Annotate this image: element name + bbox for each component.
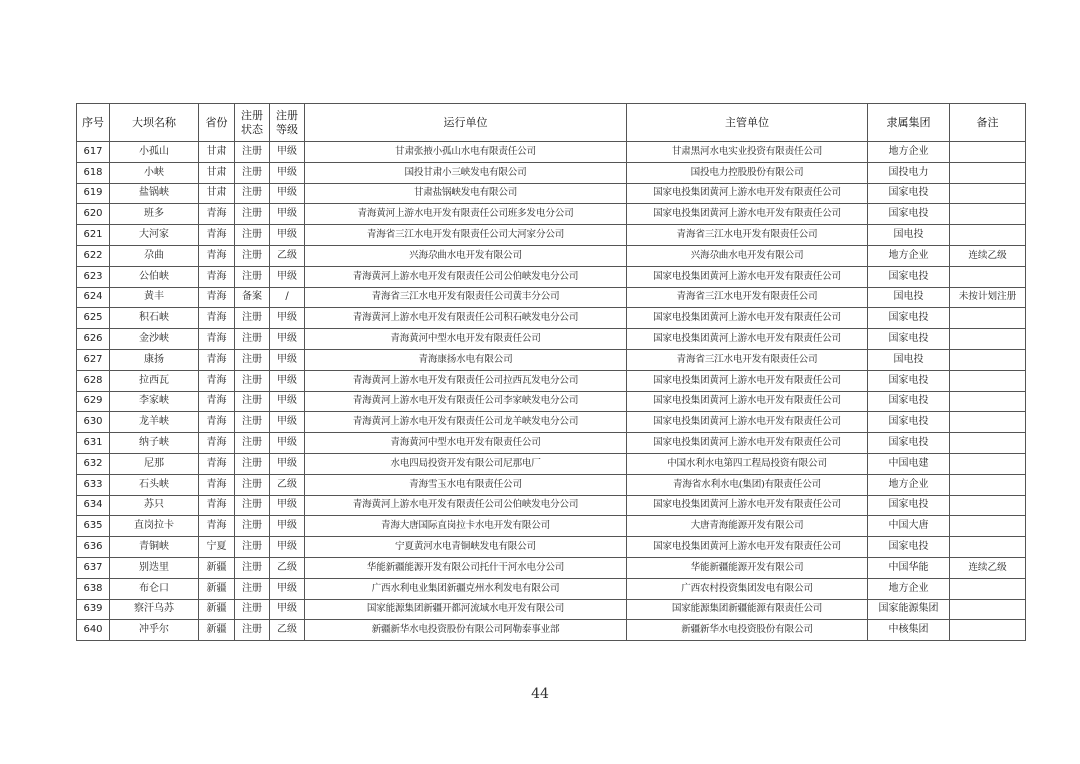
cell-province: 新疆 — [199, 599, 235, 620]
table-row — [77, 142, 1026, 163]
table-row — [77, 266, 1026, 287]
cell-dam-name: 龙羊峡 — [110, 412, 199, 433]
cell-note — [950, 391, 1026, 412]
cell-note — [950, 620, 1026, 641]
cell-group: 国家电投 — [868, 266, 950, 287]
cell-province: 青海 — [199, 204, 235, 225]
cell-manager: 国家电投集团黄河上游水电开发有限责任公司 — [627, 204, 868, 225]
cell-dam-name: 公伯峡 — [110, 266, 199, 287]
table-row — [77, 204, 1026, 225]
cell-status: 注册 — [235, 142, 270, 163]
cell-group: 国投电力 — [868, 162, 950, 183]
cell-dam-name: 金沙峡 — [110, 329, 199, 350]
cell-province: 青海 — [199, 245, 235, 266]
col-header-status: 注册 状态 — [235, 104, 270, 142]
cell-manager: 大唐青海能源开发有限公司 — [627, 516, 868, 537]
cell-province: 青海 — [199, 412, 235, 433]
cell-dam-name: 纳子峡 — [110, 433, 199, 454]
cell-no: 625 — [77, 308, 110, 329]
table-row — [77, 453, 1026, 474]
cell-manager: 青海省三江水电开发有限责任公司 — [627, 225, 868, 246]
cell-grade: 甲级 — [270, 578, 305, 599]
cell-no: 633 — [77, 474, 110, 495]
cell-status: 注册 — [235, 557, 270, 578]
cell-note — [950, 412, 1026, 433]
cell-dam-name: 李家峡 — [110, 391, 199, 412]
cell-operator: 青海雪玉水电有限责任公司 — [305, 474, 627, 495]
cell-group: 中国大唐 — [868, 516, 950, 537]
cell-no: 624 — [77, 287, 110, 308]
cell-status: 注册 — [235, 370, 270, 391]
cell-group: 国家电投 — [868, 308, 950, 329]
cell-group: 国家电投 — [868, 433, 950, 454]
cell-province: 新疆 — [199, 557, 235, 578]
cell-status: 注册 — [235, 183, 270, 204]
dam-registry-table — [76, 103, 1026, 641]
cell-operator: 甘肃张掖小孤山水电有限责任公司 — [305, 142, 627, 163]
table-row — [77, 433, 1026, 454]
cell-no: 622 — [77, 245, 110, 266]
cell-no: 623 — [77, 266, 110, 287]
cell-no: 637 — [77, 557, 110, 578]
cell-status: 注册 — [235, 391, 270, 412]
cell-operator: 国投甘肃小三峡发电有限公司 — [305, 162, 627, 183]
cell-grade: 甲级 — [270, 599, 305, 620]
cell-manager: 广西农村投资集团发电有限公司 — [627, 578, 868, 599]
cell-grade: 甲级 — [270, 537, 305, 558]
cell-province: 新疆 — [199, 620, 235, 641]
cell-no: 635 — [77, 516, 110, 537]
cell-manager: 国家电投集团黄河上游水电开发有限责任公司 — [627, 183, 868, 204]
cell-dam-name: 尼那 — [110, 453, 199, 474]
table-row — [77, 412, 1026, 433]
cell-operator: 青海黄河上游水电开发有限责任公司龙羊峡发电分公司 — [305, 412, 627, 433]
cell-group: 国电投 — [868, 225, 950, 246]
table-row — [77, 620, 1026, 641]
table-row — [77, 287, 1026, 308]
col-header-province: 省份 — [199, 104, 235, 142]
cell-group: 国电投 — [868, 349, 950, 370]
cell-note — [950, 537, 1026, 558]
cell-no: 631 — [77, 433, 110, 454]
cell-note: 未按计划注册 — [950, 287, 1026, 308]
cell-dam-name: 拉西瓦 — [110, 370, 199, 391]
cell-province: 青海 — [199, 391, 235, 412]
cell-grade: 甲级 — [270, 453, 305, 474]
cell-status: 注册 — [235, 516, 270, 537]
cell-note — [950, 225, 1026, 246]
cell-grade: 甲级 — [270, 349, 305, 370]
cell-group: 国家电投 — [868, 495, 950, 516]
cell-dam-name: 盐锅峡 — [110, 183, 199, 204]
cell-grade: 甲级 — [270, 391, 305, 412]
cell-group: 国电投 — [868, 287, 950, 308]
cell-operator: 青海省三江水电开发有限责任公司黄丰分公司 — [305, 287, 627, 308]
table-row — [77, 162, 1026, 183]
cell-group: 地方企业 — [868, 578, 950, 599]
cell-province: 青海 — [199, 516, 235, 537]
col-header-grade: 注册 等级 — [270, 104, 305, 142]
cell-no: 627 — [77, 349, 110, 370]
cell-manager: 国家电投集团黄河上游水电开发有限责任公司 — [627, 370, 868, 391]
cell-note — [950, 495, 1026, 516]
table-body — [77, 142, 1026, 641]
cell-province: 青海 — [199, 433, 235, 454]
cell-province: 青海 — [199, 225, 235, 246]
cell-province: 青海 — [199, 349, 235, 370]
cell-status: 注册 — [235, 433, 270, 454]
cell-manager: 青海省三江水电开发有限责任公司 — [627, 349, 868, 370]
cell-dam-name: 石头峡 — [110, 474, 199, 495]
cell-dam-name: 青铜峡 — [110, 537, 199, 558]
cell-status: 注册 — [235, 349, 270, 370]
cell-dam-name: 直岗拉卡 — [110, 516, 199, 537]
cell-no: 619 — [77, 183, 110, 204]
cell-province: 甘肃 — [199, 142, 235, 163]
cell-group: 国家电投 — [868, 370, 950, 391]
cell-status: 注册 — [235, 474, 270, 495]
cell-manager: 国家电投集团黄河上游水电开发有限责任公司 — [627, 495, 868, 516]
cell-operator: 青海黄河上游水电开发有限责任公司拉西瓦发电分公司 — [305, 370, 627, 391]
cell-status: 注册 — [235, 495, 270, 516]
cell-note — [950, 433, 1026, 454]
col-header-manager: 主管单位 — [627, 104, 868, 142]
cell-note: 连续乙级 — [950, 245, 1026, 266]
cell-group: 国家电投 — [868, 391, 950, 412]
cell-grade: 甲级 — [270, 495, 305, 516]
cell-note — [950, 162, 1026, 183]
cell-note — [950, 183, 1026, 204]
cell-note — [950, 370, 1026, 391]
col-header-no: 序号 — [77, 104, 110, 142]
table-row — [77, 474, 1026, 495]
cell-no: 640 — [77, 620, 110, 641]
cell-no: 636 — [77, 537, 110, 558]
cell-group: 国家电投 — [868, 329, 950, 350]
cell-grade: 甲级 — [270, 329, 305, 350]
cell-no: 626 — [77, 329, 110, 350]
cell-group: 国家能源集团 — [868, 599, 950, 620]
cell-operator: 青海大唐国际直岗拉卡水电开发有限公司 — [305, 516, 627, 537]
cell-status: 注册 — [235, 245, 270, 266]
cell-grade: 甲级 — [270, 308, 305, 329]
cell-no: 630 — [77, 412, 110, 433]
cell-operator: 宁夏黄河水电青铜峡发电有限公司 — [305, 537, 627, 558]
cell-grade: 甲级 — [270, 516, 305, 537]
cell-note — [950, 474, 1026, 495]
cell-dam-name: 小孤山 — [110, 142, 199, 163]
cell-group: 国家电投 — [868, 537, 950, 558]
cell-status: 注册 — [235, 225, 270, 246]
cell-status: 注册 — [235, 578, 270, 599]
page-number: 44 — [531, 686, 549, 702]
col-header-note: 备注 — [950, 104, 1026, 142]
cell-operator: 青海黄河上游水电开发有限责任公司公伯峡发电分公司 — [305, 266, 627, 287]
col-header-group: 隶属集团 — [868, 104, 950, 142]
cell-operator: 青海黄河上游水电开发有限责任公司班多发电分公司 — [305, 204, 627, 225]
cell-status: 注册 — [235, 329, 270, 350]
cell-grade: 甲级 — [270, 266, 305, 287]
table-row — [77, 537, 1026, 558]
cell-manager: 国家电投集团黄河上游水电开发有限责任公司 — [627, 412, 868, 433]
cell-operator: 兴海尕曲水电开发有限公司 — [305, 245, 627, 266]
cell-province: 青海 — [199, 474, 235, 495]
cell-grade: / — [270, 287, 305, 308]
cell-note — [950, 349, 1026, 370]
cell-group: 国家电投 — [868, 412, 950, 433]
cell-manager: 国家电投集团黄河上游水电开发有限责任公司 — [627, 391, 868, 412]
cell-operator: 青海黄河中型水电开发有限责任公司 — [305, 329, 627, 350]
table-row — [77, 308, 1026, 329]
table-row — [77, 349, 1026, 370]
table-row — [77, 516, 1026, 537]
cell-status: 注册 — [235, 599, 270, 620]
cell-dam-name: 苏只 — [110, 495, 199, 516]
cell-dam-name: 黄丰 — [110, 287, 199, 308]
cell-grade: 甲级 — [270, 162, 305, 183]
cell-group: 中国华能 — [868, 557, 950, 578]
cell-manager: 国家电投集团黄河上游水电开发有限责任公司 — [627, 266, 868, 287]
cell-no: 621 — [77, 225, 110, 246]
cell-operator: 新疆新华水电投资股份有限公司阿勒泰事业部 — [305, 620, 627, 641]
cell-grade: 甲级 — [270, 225, 305, 246]
cell-dam-name: 布仑口 — [110, 578, 199, 599]
cell-province: 青海 — [199, 329, 235, 350]
cell-dam-name: 积石峡 — [110, 308, 199, 329]
cell-manager: 中国水利水电第四工程局投资有限公司 — [627, 453, 868, 474]
cell-manager: 国家电投集团黄河上游水电开发有限责任公司 — [627, 537, 868, 558]
cell-dam-name: 冲乎尔 — [110, 620, 199, 641]
cell-dam-name: 班多 — [110, 204, 199, 225]
cell-no: 638 — [77, 578, 110, 599]
cell-province: 青海 — [199, 266, 235, 287]
cell-group: 地方企业 — [868, 474, 950, 495]
table-row — [77, 578, 1026, 599]
cell-dam-name: 小峡 — [110, 162, 199, 183]
table-row — [77, 329, 1026, 350]
col-header-operator: 运行单位 — [305, 104, 627, 142]
cell-grade: 乙级 — [270, 557, 305, 578]
cell-no: 632 — [77, 453, 110, 474]
cell-province: 甘肃 — [199, 162, 235, 183]
table-row — [77, 245, 1026, 266]
cell-province: 青海 — [199, 287, 235, 308]
cell-province: 宁夏 — [199, 537, 235, 558]
cell-province: 青海 — [199, 370, 235, 391]
cell-status: 注册 — [235, 308, 270, 329]
cell-operator: 青海康扬水电有限公司 — [305, 349, 627, 370]
cell-dam-name: 康扬 — [110, 349, 199, 370]
cell-grade: 甲级 — [270, 142, 305, 163]
cell-operator: 甘肃盐锅峡发电有限公司 — [305, 183, 627, 204]
table-row — [77, 495, 1026, 516]
cell-manager: 兴海尕曲水电开发有限公司 — [627, 245, 868, 266]
cell-grade: 甲级 — [270, 183, 305, 204]
cell-operator: 华能新疆能源开发有限公司托什干河水电分公司 — [305, 557, 627, 578]
table-row — [77, 183, 1026, 204]
cell-grade: 乙级 — [270, 620, 305, 641]
cell-note — [950, 329, 1026, 350]
cell-grade: 甲级 — [270, 412, 305, 433]
cell-group: 地方企业 — [868, 245, 950, 266]
cell-group: 中国电建 — [868, 453, 950, 474]
cell-manager: 华能新疆能源开发有限公司 — [627, 557, 868, 578]
cell-grade: 乙级 — [270, 474, 305, 495]
cell-grade: 甲级 — [270, 433, 305, 454]
cell-status: 注册 — [235, 162, 270, 183]
cell-grade: 甲级 — [270, 370, 305, 391]
cell-operator: 水电四局投资开发有限公司尼那电厂 — [305, 453, 627, 474]
cell-group: 地方企业 — [868, 142, 950, 163]
table-row — [77, 599, 1026, 620]
cell-status: 注册 — [235, 412, 270, 433]
cell-manager: 青海省三江水电开发有限责任公司 — [627, 287, 868, 308]
cell-operator: 广西水利电业集团新疆克州水利发电有限公司 — [305, 578, 627, 599]
cell-note — [950, 453, 1026, 474]
header-row — [77, 104, 1026, 142]
cell-status: 备案 — [235, 287, 270, 308]
cell-no: 628 — [77, 370, 110, 391]
cell-grade: 甲级 — [270, 204, 305, 225]
cell-operator: 青海黄河上游水电开发有限责任公司积石峡发电分公司 — [305, 308, 627, 329]
col-header-dam: 大坝名称 — [110, 104, 199, 142]
cell-status: 注册 — [235, 620, 270, 641]
cell-note — [950, 578, 1026, 599]
cell-note — [950, 599, 1026, 620]
cell-province: 青海 — [199, 495, 235, 516]
cell-dam-name: 别迭里 — [110, 557, 199, 578]
cell-province: 甘肃 — [199, 183, 235, 204]
cell-operator: 青海黄河上游水电开发有限责任公司公伯峡发电分公司 — [305, 495, 627, 516]
cell-note — [950, 516, 1026, 537]
cell-manager: 国家电投集团黄河上游水电开发有限责任公司 — [627, 308, 868, 329]
cell-operator: 国家能源集团新疆开都河流域水电开发有限公司 — [305, 599, 627, 620]
table-row — [77, 225, 1026, 246]
cell-province: 青海 — [199, 453, 235, 474]
cell-status: 注册 — [235, 453, 270, 474]
cell-manager: 国家能源集团新疆能源有限责任公司 — [627, 599, 868, 620]
cell-note — [950, 308, 1026, 329]
cell-no: 639 — [77, 599, 110, 620]
cell-grade: 乙级 — [270, 245, 305, 266]
table-row — [77, 391, 1026, 412]
table-row — [77, 370, 1026, 391]
table-row — [77, 557, 1026, 578]
cell-manager: 甘肃黑河水电实业投资有限责任公司 — [627, 142, 868, 163]
cell-group: 国家电投 — [868, 204, 950, 225]
cell-note — [950, 204, 1026, 225]
cell-group: 国家电投 — [868, 183, 950, 204]
cell-operator: 青海黄河中型水电开发有限责任公司 — [305, 433, 627, 454]
cell-province: 新疆 — [199, 578, 235, 599]
cell-operator: 青海省三江水电开发有限责任公司大河家分公司 — [305, 225, 627, 246]
cell-operator: 青海黄河上游水电开发有限责任公司李家峡发电分公司 — [305, 391, 627, 412]
cell-manager: 青海省水利水电(集团)有限责任公司 — [627, 474, 868, 495]
cell-status: 注册 — [235, 204, 270, 225]
cell-manager: 国投电力控股股份有限公司 — [627, 162, 868, 183]
cell-no: 629 — [77, 391, 110, 412]
cell-dam-name: 察汗乌苏 — [110, 599, 199, 620]
cell-no: 620 — [77, 204, 110, 225]
cell-no: 634 — [77, 495, 110, 516]
cell-province: 青海 — [199, 308, 235, 329]
cell-no: 617 — [77, 142, 110, 163]
cell-note: 连续乙级 — [950, 557, 1026, 578]
cell-no: 618 — [77, 162, 110, 183]
cell-dam-name: 大河家 — [110, 225, 199, 246]
cell-group: 中核集团 — [868, 620, 950, 641]
cell-manager: 国家电投集团黄河上游水电开发有限责任公司 — [627, 329, 868, 350]
cell-status: 注册 — [235, 537, 270, 558]
cell-manager: 国家电投集团黄河上游水电开发有限责任公司 — [627, 433, 868, 454]
cell-note — [950, 266, 1026, 287]
cell-manager: 新疆新华水电投资股份有限公司 — [627, 620, 868, 641]
cell-note — [950, 142, 1026, 163]
cell-dam-name: 尕曲 — [110, 245, 199, 266]
cell-status: 注册 — [235, 266, 270, 287]
